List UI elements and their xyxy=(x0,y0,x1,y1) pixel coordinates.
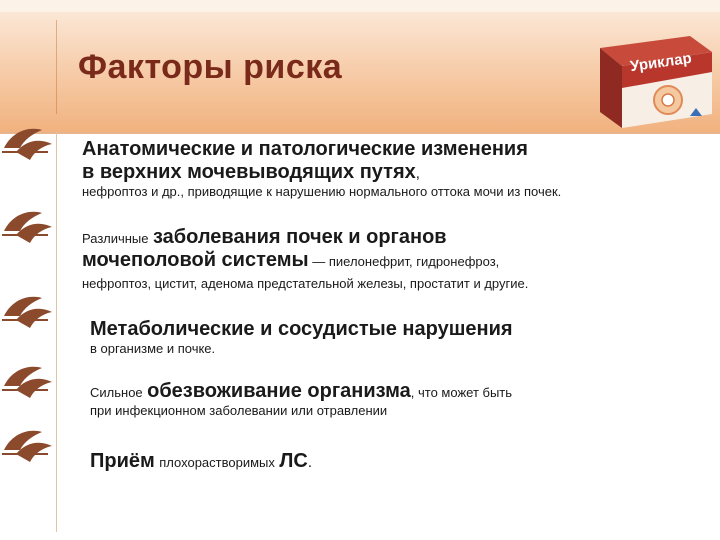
item-heading-line: заболевания почек и органов xyxy=(152,226,447,248)
item-comma: , xyxy=(415,165,420,182)
left-guide-line xyxy=(56,132,57,532)
item-period: . xyxy=(307,454,312,471)
item-heading-word: Приём xyxy=(90,450,155,472)
item-prefix: Сильное xyxy=(90,385,143,400)
item-suffix: — пиелонефрит, гидронефроз, xyxy=(308,254,500,269)
item-heading-line: Анатомические и патологические изменения xyxy=(82,138,528,160)
slide-title: Факторы риска xyxy=(78,48,343,86)
risk-factor-item-1 xyxy=(82,138,702,199)
title-divider xyxy=(0,132,720,134)
title-band-top xyxy=(0,0,720,12)
item-suffix: , что может быть xyxy=(410,385,513,400)
item-description: при инфекционном заболевании или отравлении xyxy=(90,403,388,418)
item-heading-line: мочеполовой системы xyxy=(82,249,309,271)
item-prefix: Различные xyxy=(82,231,149,246)
bullet-leaf-icon xyxy=(2,424,54,470)
product-name: Уриклар xyxy=(629,49,693,76)
bullet-leaf-icon xyxy=(2,122,54,168)
medicine-box-icon xyxy=(594,30,714,130)
risk-factor-item-2 xyxy=(82,226,702,291)
risk-factor-item-5 xyxy=(90,450,710,473)
item-description: нефроптоз и др., приводящие к нарушению нормального оттока мочи из почек. xyxy=(82,184,562,199)
item-heading-line: в верхних мочевыводящих путях xyxy=(82,161,416,183)
risk-factor-item-4 xyxy=(90,380,710,418)
item-description: в организме и почке. xyxy=(90,341,216,356)
risk-factor-item-3 xyxy=(90,318,710,356)
item-heading-line: Метаболические и сосудистые нарушения xyxy=(90,318,513,340)
bullet-leaf-icon xyxy=(2,290,54,336)
item-description: нефроптоз, цистит, аденома предстательной железы, простатит и другие. xyxy=(82,276,529,291)
item-heading-word: ЛС xyxy=(279,450,308,472)
bullet-leaf-icon xyxy=(2,360,54,406)
item-middle-text: плохорастворимых xyxy=(159,455,275,470)
bullet-leaf-icon xyxy=(2,205,54,251)
item-heading-line: обезвоживание организма xyxy=(147,380,411,402)
